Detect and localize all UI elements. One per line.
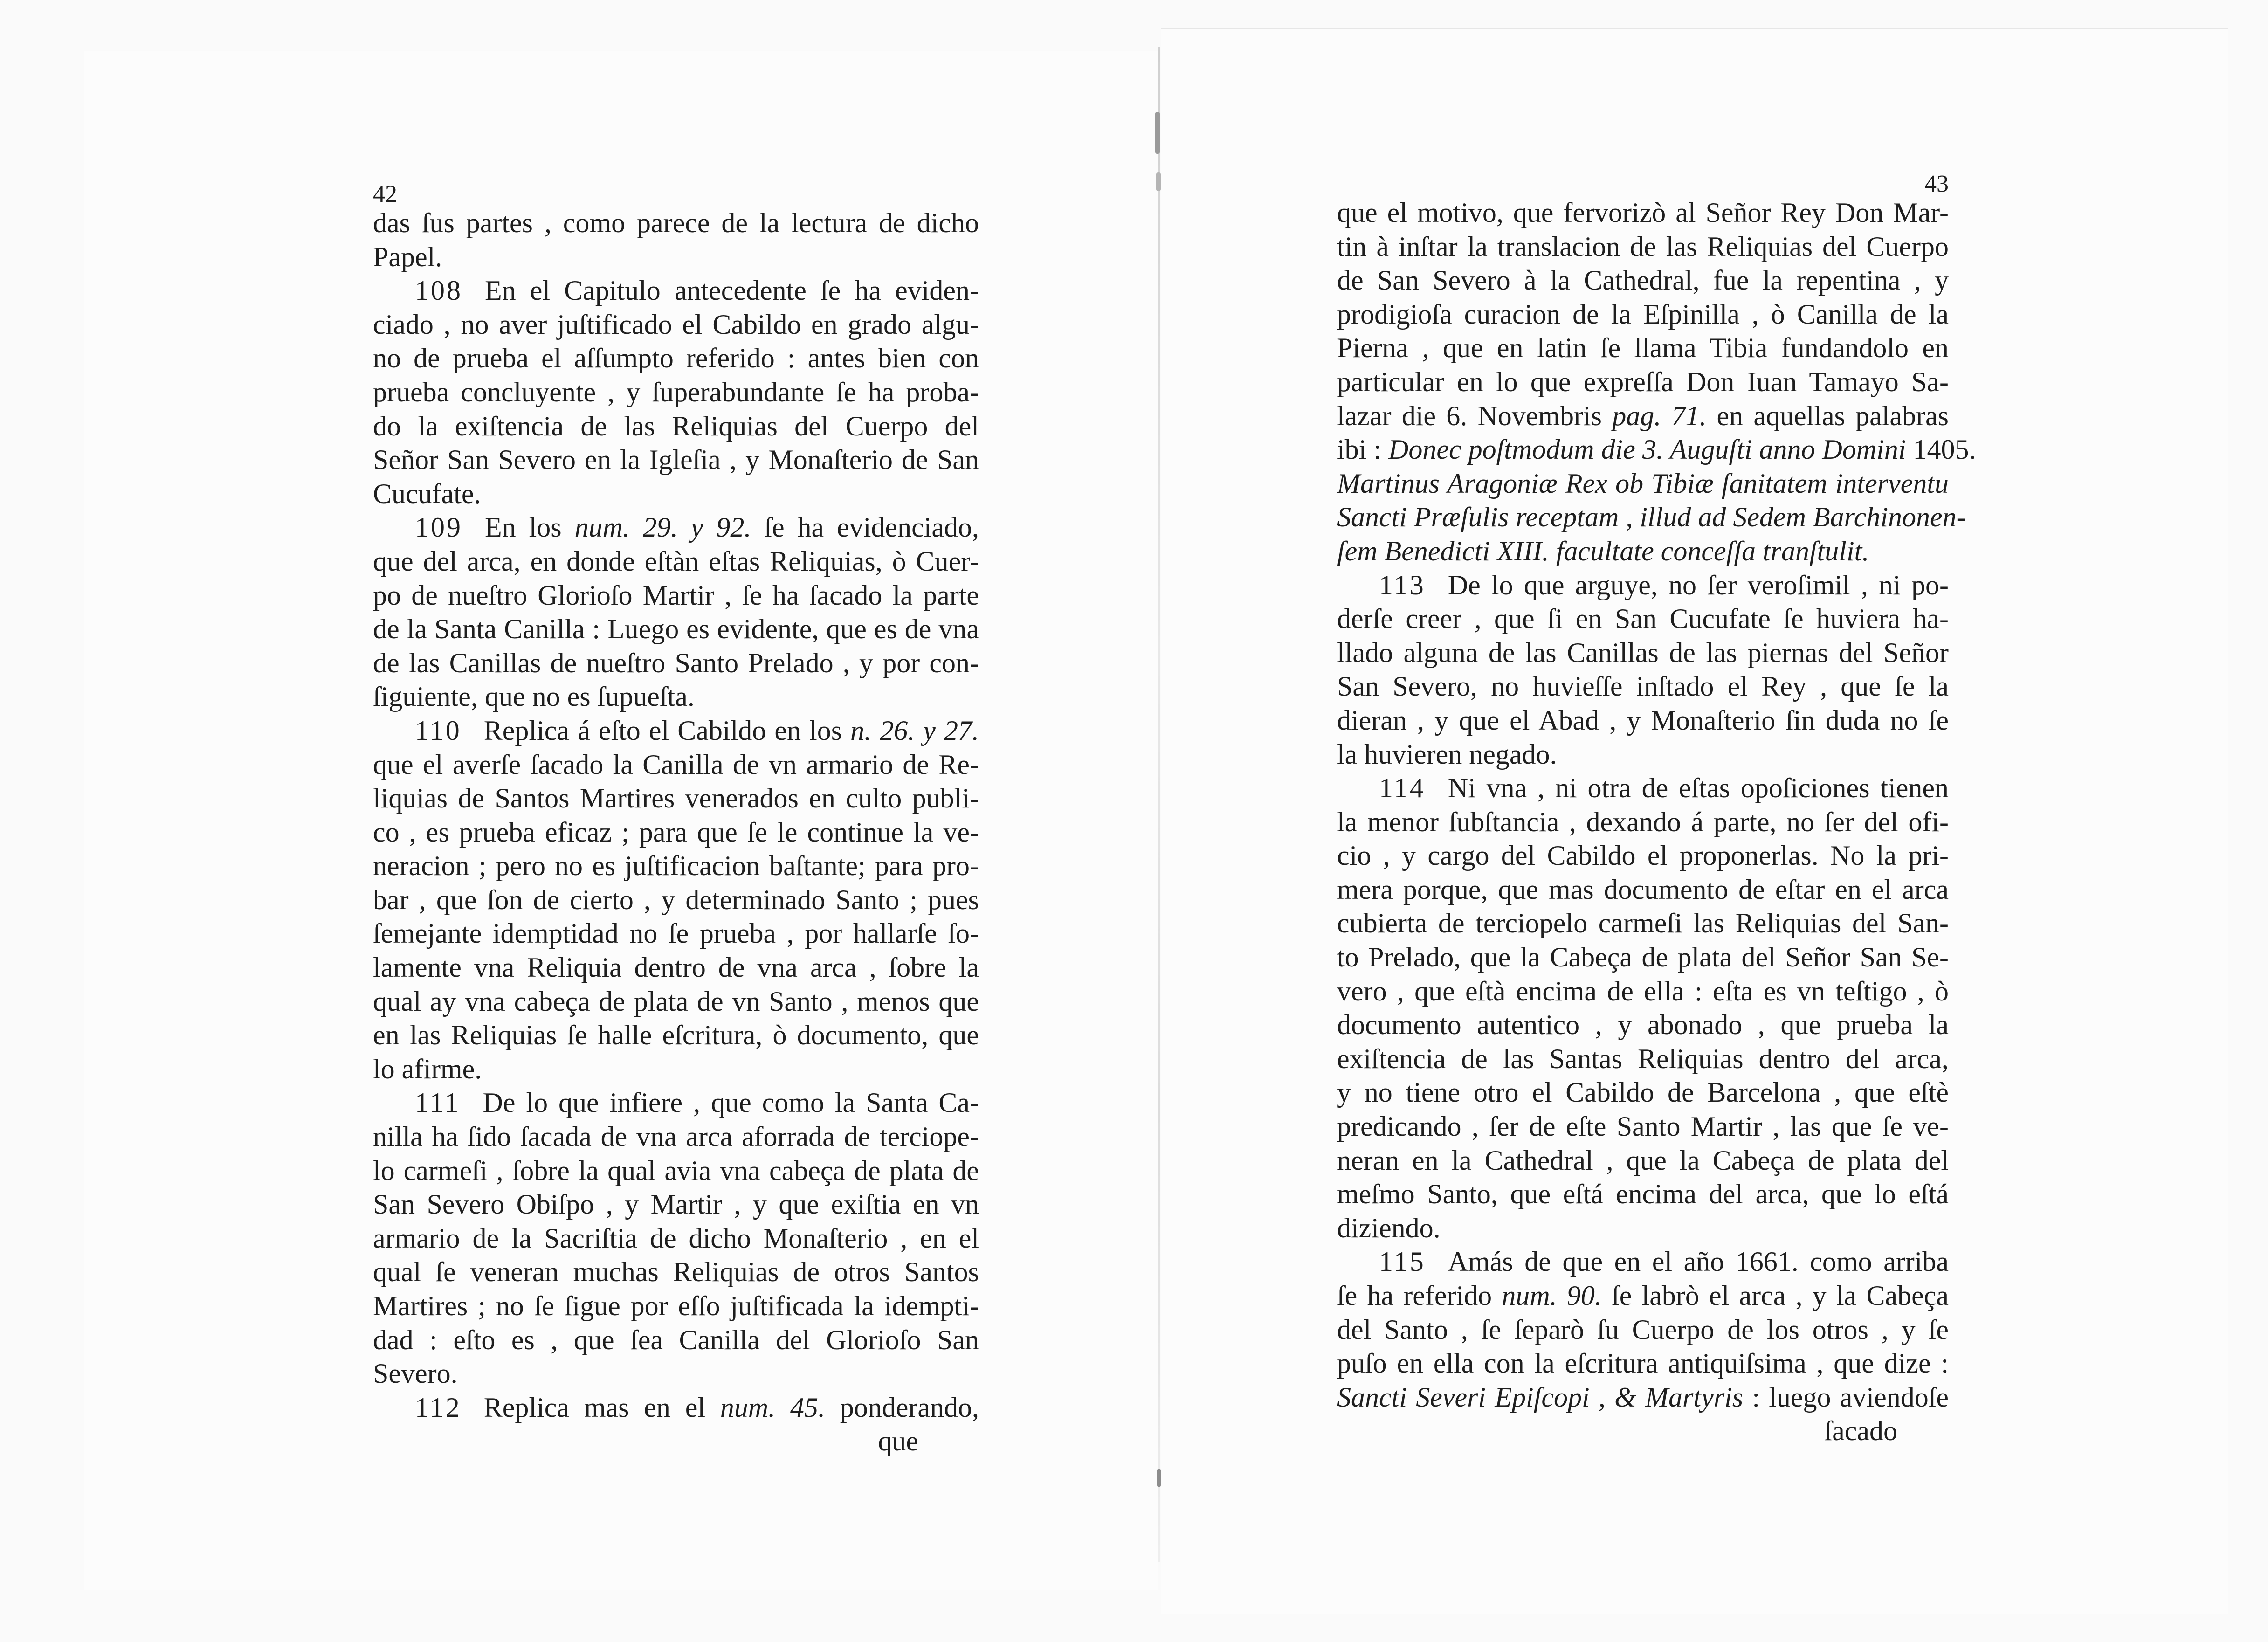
italic-reference: Donec poſtmodum die 3. Auguſti anno Domini	[1388, 434, 1913, 465]
text-line	[1337, 873, 1949, 907]
gutter-stain	[1157, 1469, 1161, 1487]
text-line	[373, 1187, 979, 1221]
line-text: meſmo Santo, que eſtá encima del arca, que lo eſtá	[1337, 1179, 1949, 1210]
text-line	[373, 409, 979, 443]
line-text: documento autentico , y abonado , que prueba la	[1337, 1009, 1949, 1041]
page-number: 42	[373, 181, 397, 207]
line-text: ciado , no aver juſtificado el Cabildo en grado algu-	[373, 309, 979, 340]
line-text: ſe ha referido	[1337, 1280, 1502, 1311]
text-line	[373, 1052, 979, 1086]
line-text-continued: en aquellas palabras	[1717, 400, 1949, 431]
line-text: llado alguna de las Canillas de las piernas del Señor	[1337, 637, 1949, 668]
italic-reference: num. 29. y 92.	[574, 512, 765, 543]
paragraph-number: 109	[415, 512, 462, 543]
text-line	[373, 477, 979, 511]
text-line	[1337, 433, 1976, 467]
text-line	[1337, 500, 1966, 534]
text-line	[373, 1120, 979, 1154]
paragraph-start-line	[1337, 568, 1949, 602]
right-page-lines	[1337, 196, 1976, 1414]
text-line	[373, 341, 979, 375]
line-text: que el motivo, que fervorizò al Señor Rey Don Mar-	[1337, 197, 1949, 228]
text-line	[373, 646, 979, 680]
text-line	[373, 308, 979, 342]
italic-reference: pag. 71.	[1612, 400, 1717, 431]
text-line	[373, 1221, 979, 1256]
line-text: de San Severo à la Cathedral, fue la repentina , y	[1337, 265, 1949, 296]
line-text: qual ay vna cabeça de plata de vn Santo , menos que	[373, 986, 979, 1017]
text-line	[373, 545, 979, 579]
line-text: Replica mas en el	[483, 1392, 720, 1423]
text-line	[373, 883, 979, 917]
line-text: Replica á eſto el Cabildo en los	[483, 715, 851, 746]
text-line	[1337, 1211, 1949, 1245]
text-line	[373, 206, 979, 240]
line-text: neracion ; pero no es juſtificacion baſtante; para pro-	[373, 850, 979, 882]
text-line	[373, 579, 979, 613]
text-line	[1337, 297, 1949, 331]
text-line	[1337, 196, 1949, 230]
line-text: del Santo , ſe ſeparò ſu Cuerpo de los otros , y ſe	[1337, 1314, 1949, 1345]
text-line	[1337, 1380, 1949, 1414]
line-text: derſe creer , que ſi en San Cucufate ſe huviera ha-	[1337, 603, 1949, 635]
line-text: Amás de que en el año 1661. como arriba	[1448, 1246, 1949, 1277]
text-line	[1337, 906, 1949, 940]
line-text: liquias de Santos Martires venerados en culto publi-	[373, 783, 979, 814]
line-text: do la exiſtencia de las Reliquias del Cuerpo del	[373, 410, 979, 442]
text-line	[1337, 738, 1949, 772]
line-text: Severo.	[373, 1358, 458, 1389]
line-text: bar , que ſon de cierto , y determinado Santo ; pues	[373, 884, 979, 915]
line-text: no de prueba el aſſumpto referido : antes bien con	[373, 343, 979, 374]
line-text: que del arca, en donde eſtàn eſtas Reliquias, ò Cuer-	[373, 545, 979, 577]
line-text: qual ſe veneran muchas Reliquias de otros Santos	[373, 1256, 979, 1288]
italic-reference: Sancti Præſulis receptam , illud ad Sedem Barchinonen-	[1337, 502, 1966, 533]
text-line	[373, 1255, 979, 1289]
line-text: Señor San Severo en la Igleſia , y Monaſterio de San	[373, 444, 979, 476]
line-text: exiſtencia de las Santas Reliquias dentro del arca,	[1337, 1043, 1949, 1074]
line-text: lo carmeſi , ſobre la qual avia vna cabeça de plata de	[373, 1155, 979, 1186]
text-line	[1337, 1313, 1949, 1347]
paragraph-number: 112	[415, 1392, 462, 1423]
line-text: nilla ha ſido ſacada de vna arca aforrada de terciope-	[373, 1121, 979, 1152]
line-text: Cucufate.	[373, 478, 481, 509]
line-text: Ni vna , ni otra de eſtas opoſiciones tienen	[1448, 773, 1949, 804]
line-text: la huvieren negado.	[1337, 738, 1557, 770]
text-line	[1337, 467, 1949, 501]
italic-reference: Martinus Aragoniæ Rex ob Tibiæ ſanitatem interventu	[1337, 468, 1949, 499]
catchword: que	[878, 1426, 918, 1457]
line-text: de las Canillas de nueſtro Santo Prelado , y por con-	[373, 647, 979, 678]
line-text: De lo que arguye, no ſer veroſimil , ni po-	[1448, 569, 1949, 600]
line-text: prueba concluyente , y ſuperabundante ſe ha proba-	[373, 376, 979, 407]
paragraph-start-line	[373, 1391, 979, 1425]
line-text: ſiguiente, que no es ſupueſta.	[373, 681, 695, 712]
text-line	[373, 1357, 979, 1391]
right-page-text	[1337, 171, 1976, 1448]
text-line	[1337, 805, 1949, 839]
text-line	[1337, 704, 1949, 738]
catchword: ſacado	[1824, 1415, 1897, 1447]
line-text: co , es prueba eficaz ; para que ſe le continue la ve-	[373, 816, 979, 848]
text-line	[1337, 230, 1949, 264]
text-line	[1337, 1144, 1949, 1178]
text-line	[1337, 1346, 1949, 1380]
line-text: En el Capitulo antecedente ſe ha eviden-	[485, 275, 979, 306]
line-text: puſo en ella con la eſcritura antiquiſsima , que dize :	[1337, 1348, 1949, 1379]
paragraph-start-line	[373, 274, 979, 308]
line-text: En los	[485, 512, 575, 543]
text-line	[1337, 399, 1949, 433]
line-text: dad : eſto es , que ſea Canilla del Glorioſo San	[373, 1324, 979, 1355]
line-text: y no tiene otro el Cabildo de Barcelona , que eſtè	[1337, 1077, 1949, 1108]
line-text: en las Reliquias ſe halle eſcritura, ò documento, que	[373, 1020, 979, 1051]
text-line	[1337, 940, 1949, 974]
line-text-continued: ſe labrò el arca , y la Cabeça	[1612, 1280, 1949, 1311]
text-line	[373, 443, 979, 477]
line-text: armario de la Sacriſtia de dicho Monaſterio , en el	[373, 1222, 979, 1254]
line-text: San Severo, no huvieſſe inſtado el Rey , que ſe la	[1337, 671, 1949, 702]
paragraph-start-line	[373, 1086, 979, 1120]
text-line	[373, 612, 979, 646]
italic-reference: ſem Benedicti XIII. facultate conceſſa tranſtulit.	[1337, 535, 1869, 566]
line-text-continued: : luego aviendoſe	[1752, 1381, 1949, 1413]
text-line	[1337, 1110, 1949, 1144]
italic-reference: num. 90.	[1502, 1280, 1612, 1311]
line-text: que el averſe ſacado la Canilla de vn armario de Re-	[373, 749, 979, 780]
page-number: 43	[1924, 171, 1949, 197]
line-text: prodigioſa curacion de la Eſpinilla , ò Canilla de la	[1337, 298, 1949, 330]
text-line	[1337, 1177, 1949, 1211]
text-line	[1337, 602, 1949, 636]
paragraph-start-line	[1337, 1245, 1949, 1279]
text-line	[1337, 636, 1949, 670]
italic-reference: num. 45.	[720, 1392, 840, 1423]
paragraph-number: 110	[415, 715, 462, 746]
text-line	[373, 985, 979, 1019]
line-text: Martires ; no ſe ſigue por eſſo juſtificada la idempti-	[373, 1290, 979, 1321]
text-line	[1337, 331, 1949, 365]
text-line	[373, 1018, 979, 1052]
line-text: ſemejante idemptidad no ſe prueba , por hallarſe ſo-	[373, 918, 979, 949]
text-line	[373, 375, 979, 409]
gutter-stain	[1156, 172, 1161, 191]
line-text-continued: ſe ha evidenciado,	[764, 512, 979, 543]
line-text: neran en la Cathedral , que la Cabeça de plata del	[1337, 1145, 1949, 1176]
text-line	[1337, 974, 1949, 1008]
line-text: dieran , y que el Abad , y Monaſterio ſin duda no ſe	[1337, 704, 1949, 736]
line-text: po de nueſtro Glorioſo Martir , ſe ha ſacado la parte	[373, 580, 979, 611]
text-line	[1337, 534, 1949, 568]
left-page-text	[373, 183, 979, 1458]
paragraph-number: 108	[415, 275, 462, 306]
line-text: predicando , ſer de eſte Santo Martir , las que ſe ve-	[1337, 1111, 1949, 1142]
text-line	[1337, 1076, 1949, 1110]
text-line	[373, 240, 979, 274]
paragraph-number: 115	[1379, 1246, 1426, 1277]
text-line	[373, 1289, 979, 1323]
line-text: De lo que infiere , que como la Santa Ca-	[483, 1087, 979, 1118]
line-text: mera porque, que mas documento de eſtar en el arca	[1337, 874, 1949, 905]
text-line	[373, 815, 979, 849]
left-page-lines	[373, 206, 979, 1424]
line-text: das ſus partes , como parece de la lectura de dicho	[373, 207, 979, 238]
text-line	[373, 917, 979, 951]
text-line	[1337, 365, 1949, 399]
text-line	[1337, 1042, 1949, 1076]
line-text: Pierna , que en latin ſe llama Tibia fundandolo en	[1337, 332, 1949, 364]
text-line	[373, 1323, 979, 1357]
text-line	[373, 849, 979, 883]
line-text: cio , y cargo del Cabildo el proponerlas. No la pri-	[1337, 840, 1949, 871]
paragraph-start-line	[373, 511, 979, 545]
italic-reference: n. 26. y 27.	[850, 715, 979, 746]
text-line	[1337, 669, 1949, 704]
text-line	[373, 951, 979, 985]
text-line	[1337, 1008, 1949, 1042]
paragraph-number: 114	[1379, 773, 1426, 804]
line-text: lazar die 6. Novembris	[1337, 400, 1613, 431]
paragraph-number: 111	[415, 1087, 461, 1118]
line-text-continued: ponderando,	[840, 1392, 979, 1423]
text-line	[1337, 263, 1949, 297]
paragraph-start-line	[1337, 771, 1949, 805]
line-text: particular en lo que expreſſa Don Iuan Tamayo Sa-	[1337, 366, 1949, 397]
line-text: lo afirme.	[373, 1053, 482, 1084]
paragraph-start-line	[373, 714, 979, 748]
paragraph-number: 113	[1379, 569, 1426, 600]
gutter-stain	[1155, 112, 1160, 154]
line-text: Papel.	[373, 241, 442, 272]
italic-reference: Sancti Severi Epiſcopi , & Martyris	[1337, 1381, 1752, 1413]
line-text: tin à inſtar la translacion de las Reliquias del Cuerpo	[1337, 231, 1949, 262]
line-text: San Severo Obiſpo , y Martir , y que exiſtia en vn	[373, 1189, 979, 1220]
book-gutter	[1158, 47, 1160, 1562]
line-text: diziendo.	[1337, 1212, 1441, 1243]
text-line	[1337, 839, 1949, 873]
line-text: vero , que eſtà encima de ella : eſta es vn teſtigo , ò	[1337, 975, 1949, 1007]
text-line	[1337, 1279, 1949, 1313]
text-line	[373, 748, 979, 782]
line-text: lamente vna Reliquia dentro de vna arca , ſobre la	[373, 952, 979, 983]
line-text-continued: 1405.	[1913, 434, 1976, 465]
line-text: ibi :	[1337, 434, 1389, 465]
text-line	[373, 680, 979, 714]
line-text: to Prelado, que la Cabeça de plata del Señor San Se-	[1337, 942, 1949, 973]
line-text: cubierta de terciopelo carmeſi las Reliquias del San-	[1337, 908, 1949, 939]
text-line	[373, 1154, 979, 1188]
text-line	[373, 781, 979, 815]
line-text: la menor ſubſtancia , dexando á parte, no ſer del ofi-	[1337, 806, 1949, 837]
line-text: de la Santa Canilla : Luego es evidente, que es de vna	[373, 614, 979, 645]
